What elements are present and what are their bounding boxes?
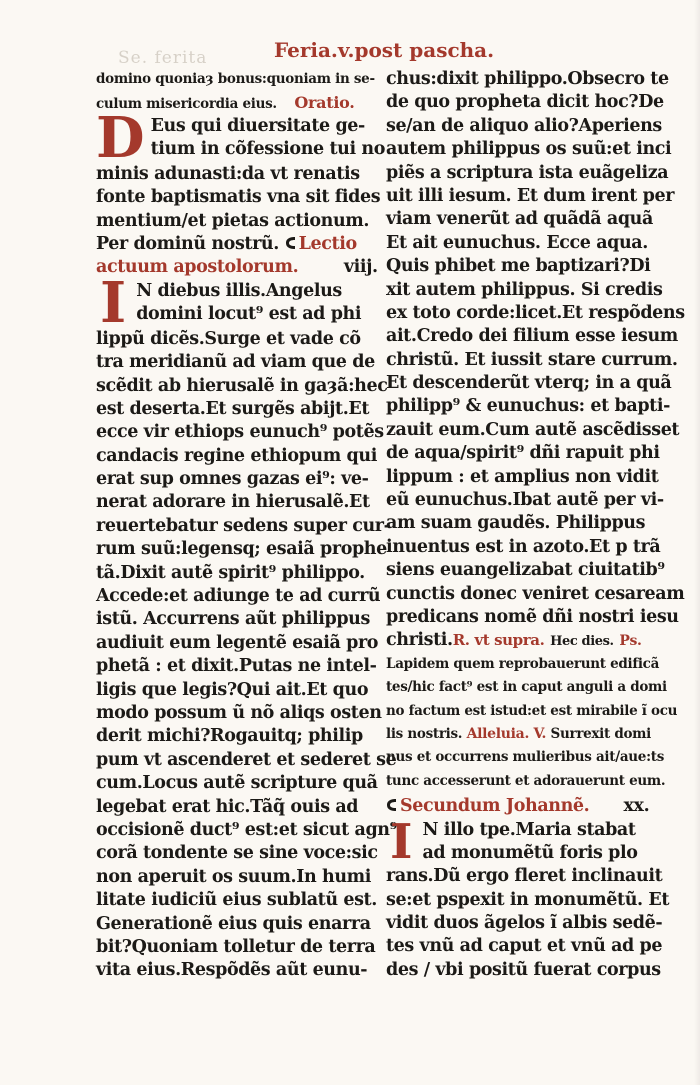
text-line: est deserta.Et surgẽs abijt.Et [96, 398, 370, 419]
text-line: scẽdit ab hierusalẽ in gaȝã:hec [96, 375, 388, 396]
text-line [96, 256, 378, 279]
text-line: se:et pspexit in monumẽtũ. Et [386, 889, 670, 910]
lectio-source-rubric: actuum apostolorum. [96, 257, 299, 278]
text-line [96, 91, 368, 114]
text-line: ex toto corde:licet.Et respõdens [386, 302, 685, 323]
text-fragment: Surrexit domi [550, 725, 651, 742]
chapter-number: xx. [623, 796, 650, 817]
text-line: candacis regine ethiopum qui [96, 445, 377, 466]
text-line: tium in cõfessione tui no [150, 139, 385, 160]
text-line: minis adunasti:da vt renatis [96, 163, 360, 184]
drop-cap-initial: I [390, 813, 413, 870]
text-line: nerat adorare in hierusalẽ.Et [96, 492, 370, 513]
gospel-block [386, 813, 654, 870]
text-line: de quo propheta dicit hoc?De [386, 92, 664, 113]
show-through-text: Se. ferita [118, 48, 208, 68]
text-line: chus:dixit philippo.Obsecro te [386, 69, 669, 89]
text-line: des / vbi positũ fuerat corpus [386, 959, 661, 980]
text-line: am suam gaudẽs. Philippus [386, 513, 646, 534]
text-line: tunc accesserunt et adorauerunt eum. [386, 772, 666, 789]
lectio-rubric: Lectio [298, 233, 357, 254]
chapter-number: viij. [343, 257, 378, 278]
text-line: autem philippus os suũ:et inci [386, 139, 672, 160]
text-line: bit?Quoniam tolletur de terra [96, 936, 376, 957]
text-line: vidit duos ãgelos ĩ albis sedẽ- [386, 913, 663, 934]
hec-dies-cue: Hec dies. [550, 634, 614, 650]
text-line: domini locut⁹ est ad phi [136, 304, 362, 325]
text-line [386, 723, 654, 746]
drop-cap-initial: I [100, 269, 127, 336]
responsory-rubric: R. vt supra. [452, 631, 545, 650]
text-line [96, 233, 368, 256]
text-line: domino quoniaȝ bonus:quoniam in se- [96, 71, 375, 87]
text-fragment: christi. [386, 630, 453, 651]
lectio-block [96, 269, 368, 336]
text-line: istũ. Accurrens aũt philippus [96, 609, 370, 630]
text-line: tes vnũ ad caput et vnũ ad pe [386, 936, 663, 957]
text-line: legebat erat hic.Tãq̃ ouis ad [96, 796, 359, 817]
text-line: philipp⁹ & eunuchus: et bapti- [386, 396, 670, 417]
verse-rubric: V. [533, 725, 547, 742]
text-line: phetã : et dixit.Putas ne intel- [96, 656, 377, 677]
text-line: tra meridianũ ad viam que de [96, 352, 375, 373]
paragraph-mark-icon [285, 236, 297, 250]
text-line: cum.Locus autẽ scripture quã [96, 773, 378, 794]
text-line: ecce vir ethiops eunuch⁹ potẽs [96, 422, 384, 443]
text-fragment: culum misericordia eius. [96, 96, 277, 113]
text-line: rans.Dũ ergo fleret inclinauit [386, 866, 663, 887]
oratio-rubric: Oratio. [294, 93, 355, 113]
text-line [386, 629, 654, 652]
paragraph-mark-icon [386, 798, 398, 812]
text-line: reuertebatur sedens super cur- [96, 515, 391, 536]
text-line: eũ eunuchus.Ibat autẽ per vi- [386, 490, 664, 511]
text-line: viam venerũt ad quãdã aquã [386, 209, 653, 230]
text-line: occisionẽ duct⁹ est:et sicut agn⁹ [96, 819, 397, 840]
text-line: Accede:et adiunge te ad currũ [96, 586, 381, 607]
gospel-heading-rubric: Secundum Johannẽ. [400, 796, 590, 817]
text-line: vita eius.Respõdẽs aũt eunu- [96, 960, 368, 981]
text-line: ait.Credo dei filium esse iesum [386, 326, 678, 347]
text-line: zauit eum.Cum autẽ ascẽdisset [386, 419, 680, 440]
text-line: N diebus illis.Angelus [136, 280, 342, 301]
text-line: de aqua/spirit⁹ dñi rapuit phi [386, 443, 660, 464]
left-column [96, 68, 397, 983]
text-line: erat sup omnes gazas ei⁹: ve- [96, 469, 369, 490]
text-line: Quis phibet me baptizari?Di [386, 256, 651, 277]
text-line: N illo tpe.Maria stabat [422, 819, 636, 840]
text-line: inuentus est in azoto.Et p trã [386, 536, 661, 557]
text-line: ad monumẽtũ foris plo [422, 842, 638, 863]
text-line: litate iudiciũ eius sublatũ est. [96, 890, 377, 911]
psalm-rubric: Ps. [619, 633, 642, 650]
text-line: uit illi iesum. Et dum irent per [386, 185, 675, 206]
text-line: Et descenderũt vterq; in a quã [386, 373, 672, 394]
text-line: tes/hic fact⁹ est in caput anguli a domi [386, 679, 667, 696]
text-line: lippum : et amplius non vidit [386, 466, 659, 487]
running-head: Feria.v.post pascha. [274, 38, 495, 62]
text-line: modo possum ũ nõ aliqs osten [96, 702, 382, 723]
text-fragment: lis nostris. [386, 725, 463, 742]
alleluia-rubric: Alleluia. [466, 725, 530, 742]
text-fragment: Per dominũ nostrũ. [96, 233, 279, 254]
text-line: non aperuit os suum.In humi [96, 866, 372, 887]
right-column [386, 68, 685, 982]
text-line: Et ait eunuchus. Ecce aqua. [386, 232, 648, 253]
text-line: fonte baptismatis vna sit fides [96, 187, 381, 208]
text-line: audiuit eum legentẽ esaiã pro [96, 632, 379, 653]
drop-cap-initial: D [96, 104, 145, 171]
text-line: Generationẽ eius quis enarra [96, 913, 371, 934]
text-line: Eus qui diuersitate ge- [150, 115, 365, 136]
text-line: no factum est istud:et est mirabile ĩ ocu [386, 702, 678, 719]
text-line: nus et occurrens mulieribus ait/aue:ts [386, 749, 665, 766]
text-line: xit autem philippus. Si credis [386, 279, 663, 300]
text-line: christũ. Et iussit stare currum. [386, 349, 678, 370]
text-line: se/an de aliquo alio?Aperiens [386, 115, 662, 136]
text-line: piẽs a scriptura ista euãgeliza [386, 162, 669, 183]
text-line: mentium/et pietas actionum. [96, 210, 370, 231]
text-line: pum vt ascenderet et sederet se [96, 749, 397, 770]
text-line [386, 795, 654, 818]
text-line: siens euangelizabat ciuitatib⁹ [386, 560, 665, 581]
text-line: lippũ dicẽs.Surge et vade cõ [96, 328, 361, 349]
text-line: Lapidem quem reprobauerunt edificã [386, 655, 660, 672]
text-line: corã tondente se sine voce:sic [96, 843, 378, 864]
text-line: predicans nomẽ dñi nostri iesu [386, 606, 679, 627]
text-line: derit michi?Rogauitq; philip [96, 726, 363, 747]
text-line: ligis que legis?Qui ait.Et quo [96, 679, 369, 700]
text-line: cunctis donec veniret cesaream [386, 583, 685, 604]
text-line: rum suũ:legensq; esaiã prophe [96, 539, 387, 560]
text-line: tã.Dixit autẽ spirit⁹ philippo. [96, 562, 365, 583]
